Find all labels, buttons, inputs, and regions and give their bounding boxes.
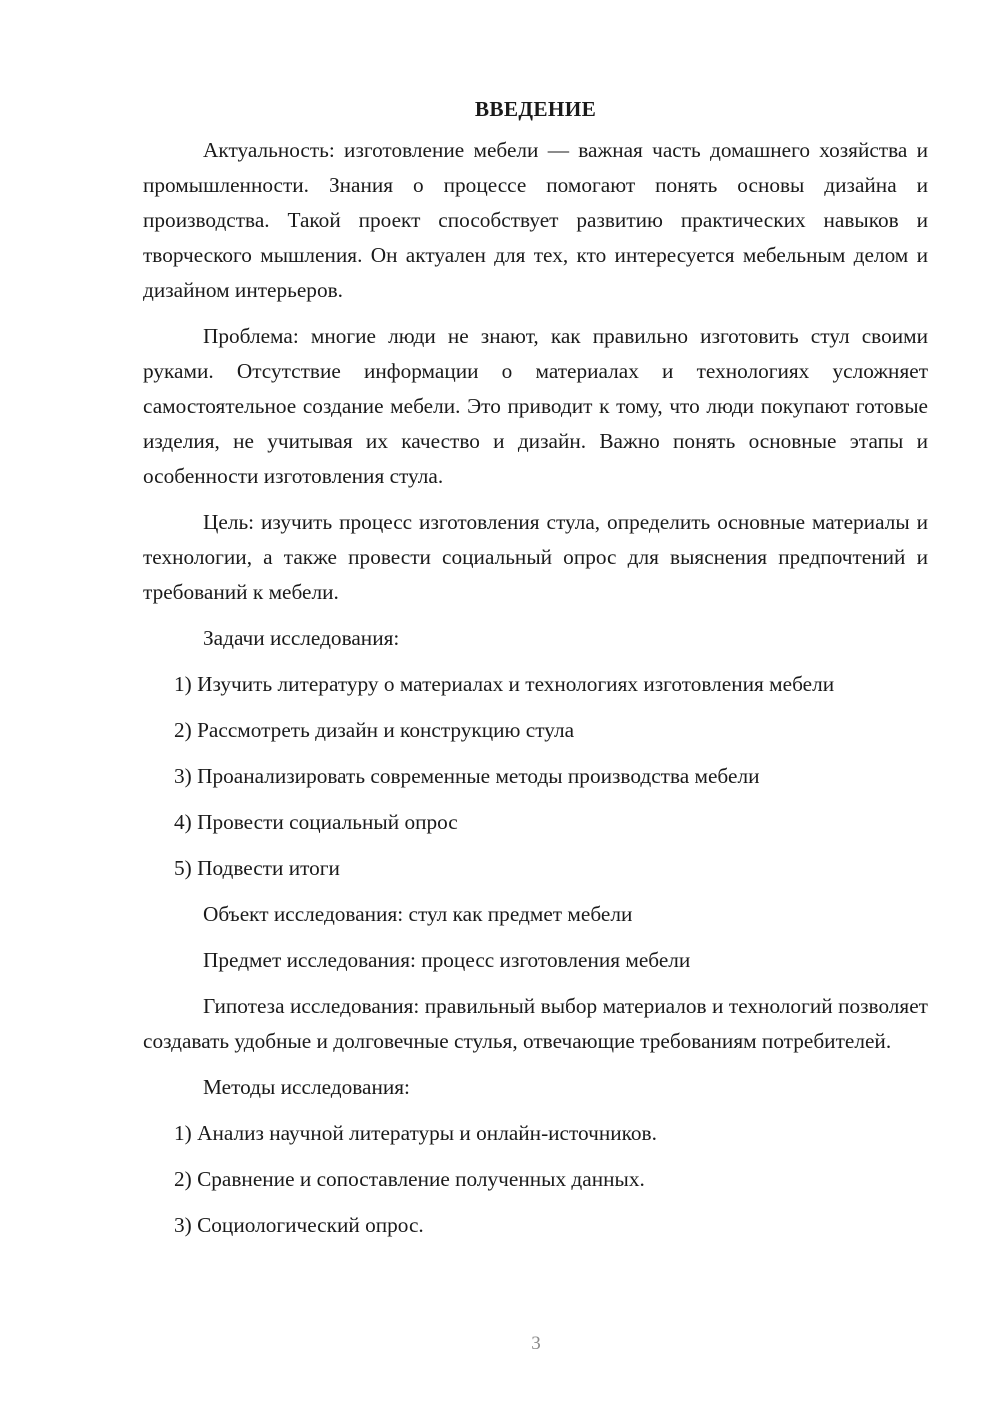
method-item: 1) Анализ научной литературы и онлайн-источников. (174, 1121, 657, 1145)
task-item: 3) Проанализировать современные методы производства мебели (174, 764, 760, 788)
goal-paragraph: Цель: изучить процесс изготовления стула, определить основные материалы и технологии, а также провести социальный опрос для выяснения предпочтений и требований к мебели. (143, 510, 928, 604)
method-item: 2) Сравнение и сопоставление полученных данных. (174, 1167, 645, 1191)
hypothesis-paragraph: Гипотеза исследования: правильный выбор материалов и технологий позволяет создавать удобные и долговечные стулья, отвечающие требованиям потребителей. (143, 994, 928, 1053)
method-item: 3) Социологический опрос. (174, 1213, 424, 1237)
subject-line: Предмет исследования: процесс изготовления мебели (203, 948, 691, 972)
section-title: ВВЕДЕНИЕ (474, 97, 597, 121)
task-item: 1) Изучить литературу о материалах и технологиях изготовления мебели (174, 672, 835, 696)
page-number: 3 (531, 1333, 541, 1354)
task-item: 4) Провести социальный опрос (174, 810, 458, 834)
relevance-paragraph: Актуальность: изготовление мебели — важная часть домашнего хозяйства и промышленности. Знания о процессе помогают понять основы дизайна и производства. Такой проект способствует развитию практических навыков и творческого мышления. Он актуален для тех, кто интересуется мебельным делом и дизайном интерьеров. (143, 138, 928, 302)
object-line: Объект исследования: стул как предмет мебели (203, 902, 633, 926)
task-item: 5) Подвести итоги (174, 856, 340, 880)
document-page (143, 92, 928, 1254)
problem-paragraph: Проблема: многие люди не знают, как правильно изготовить стул своими руками. Отсутствие информации о материалах и технологиях усложняет самостоятельное создание мебели. Это приводит к тому, что люди покупают готовые изделия, не учитывая их качество и дизайн. Важно понять основные этапы и особенности изготовления стула. (143, 324, 928, 488)
tasks-label: Задачи исследования: (203, 626, 400, 650)
task-item: 2) Рассмотреть дизайн и конструкцию стула (174, 718, 575, 742)
methods-label: Методы исследования: (203, 1075, 410, 1099)
